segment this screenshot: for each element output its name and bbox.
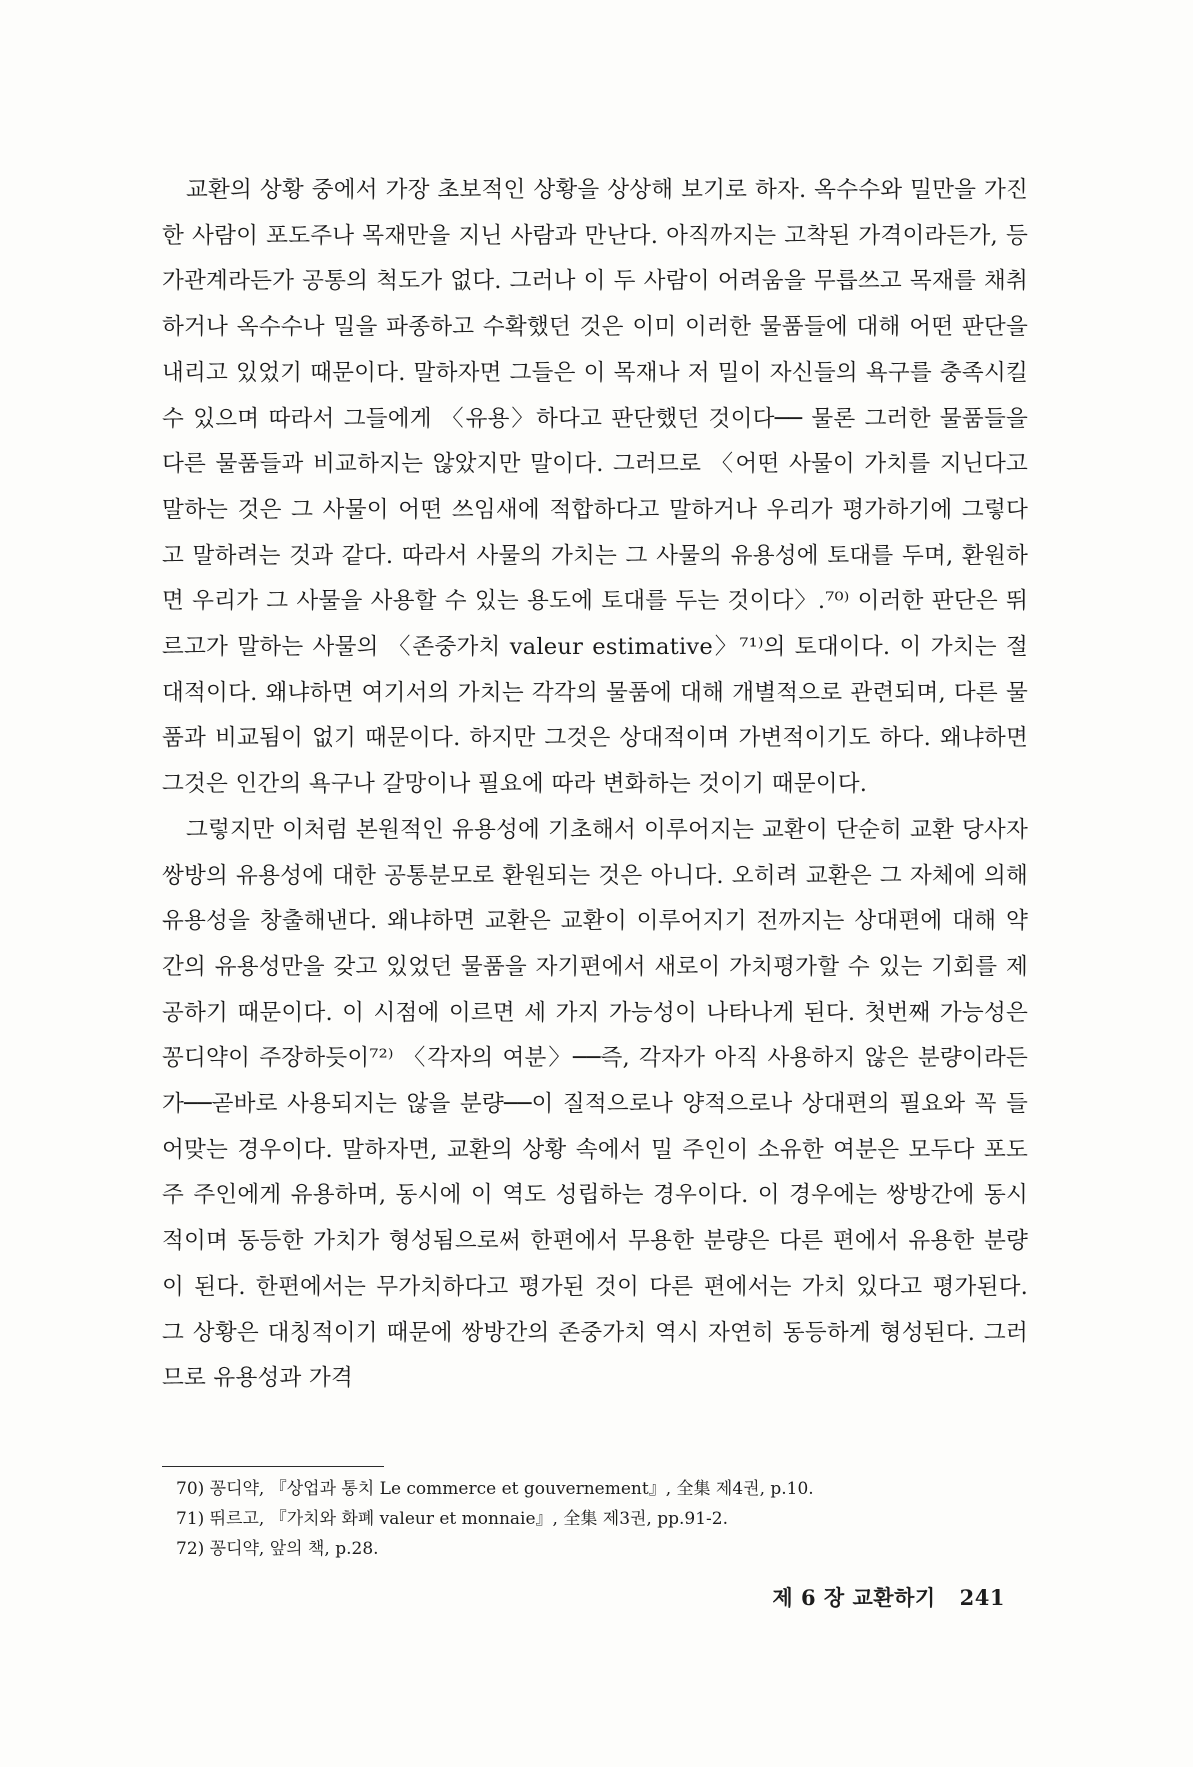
- footnotes: [176, 1474, 1026, 1564]
- page-footer: [772, 1582, 1005, 1612]
- page-number: 241: [959, 1585, 1005, 1610]
- paragraph-1: 교환의 상황 중에서 가장 초보적인 상황을 상상해 보기로 하자. 옥수수와 밀만을 가진 한 사람이 포도주나 목재만을 지닌 사람과 만난다. 아직까지는 고착된 가격이라든가, 등가관계라든가 공통의 척도가 없다. 그러나 이 두 사람이 어려움을 무릅쓰고 목재를 채취하거나 옥수수나 밀을 파종하고 수확했던 것은 이미 이러한 물품들에 대해 어떤 판단을 내리고 있었기 때문이다. 말하자면 그들은 이 목재나 저 밀이 자신들의 욕구를 충족시킬 수 있으며 따라서 그들에게 〈유용〉하다고 판단했던 것이다── 물론 그러한 물품들을 다른 물품들과 비교하지는 않았지만 말이다. 그러므로 〈어떤 사물이 가치를 지닌다고 말하는 것은 그 사물이 어떤 쓰임새에 적합하다고 말하거나 우리가 평가하기에 그렇다고 말하려는 것과 같다. 따라서 사물의 가치는 그 사물의 유용성에 토대를 두며, 환원하면 우리가 그 사물을 사용할 수 있는 용도에 토대를 두는 것이다〉.⁷⁰⁾ 이러한 판단은 뛰르고가 말하는 사물의 〈존중가치 valeur estimative〉⁷¹⁾의 토대이다. 이 가치는 절대적이다. 왜냐하면 여기서의 가치는 각각의 물품에 대해 개별적으로 관련되며, 다른 물품과 비교됨이 없기 때문이다. 하지만 그것은 상대적이며 가변적이기도 하다. 왜냐하면 그것은 인간의 욕구나 갈망이나 필요에 따라 변화하는 것이기 때문이다.: [162, 177, 1028, 798]
- paragraph-2: 그렇지만 이처럼 본원적인 유용성에 기초해서 이루어지는 교환이 단순히 교환 당사자 쌍방의 유용성에 대한 공통분모로 환원되는 것은 아니다. 오히려 교환은 그 자체에 의해 유용성을 창출해낸다. 왜냐하면 교환은 교환이 이루어지기 전까지는 상대편에 대해 약간의 유용성만을 갖고 있었던 물품을 자기편에서 새로이 가치평가할 수 있는 기회를 제공하기 때문이다. 이 시점에 이르면 세 가지 가능성이 나타나게 된다. 첫번째 가능성은 꽁디약이 주장하듯이⁷²⁾ 〈각자의 여분〉──즉, 각자가 아직 사용하지 않은 분량이라든가──곧바로 사용되지는 않을 분량──이 질적으로나 양적으로나 상대편의 필요와 꼭 들어맞는 경우이다. 말하자면, 교환의 상황 속에서 밀 주인이 소유한 여분은 모두다 포도주 주인에게 유용하며, 동시에 이 역도 성립하는 경우이다. 이 경우에는 쌍방간에 동시적이며 동등한 가치가 형성됨으로써 한편에서 무용한 분량은 다른 편에서 유용한 분량이 된다. 한편에서는 무가치하다고 평가된 것이 다른 편에서는 가치 있다고 평가된다. 그 상황은 대칭적이기 때문에 쌍방간의 존중가치 역시 자연히 동등하게 형성된다. 그러므로 유용성과 가격: [162, 816, 1028, 1392]
- footnote-72: 72) 꽁디약, 앞의 책, p.28.: [176, 1539, 379, 1559]
- body-text: [162, 168, 1028, 1402]
- footnote-70: 70) 꽁디약, 『상업과 통치 Le commerce et gouvernement』, 全集 제4권, p.10.: [176, 1479, 814, 1499]
- footnote-71: 71) 뛰르고, 『가치와 화폐 valeur et monnaie』, 全集 제3권, pp.91-2.: [176, 1509, 728, 1529]
- chapter-title: 제 6 장 교환하기: [772, 1585, 936, 1610]
- footnote-divider: [162, 1466, 384, 1467]
